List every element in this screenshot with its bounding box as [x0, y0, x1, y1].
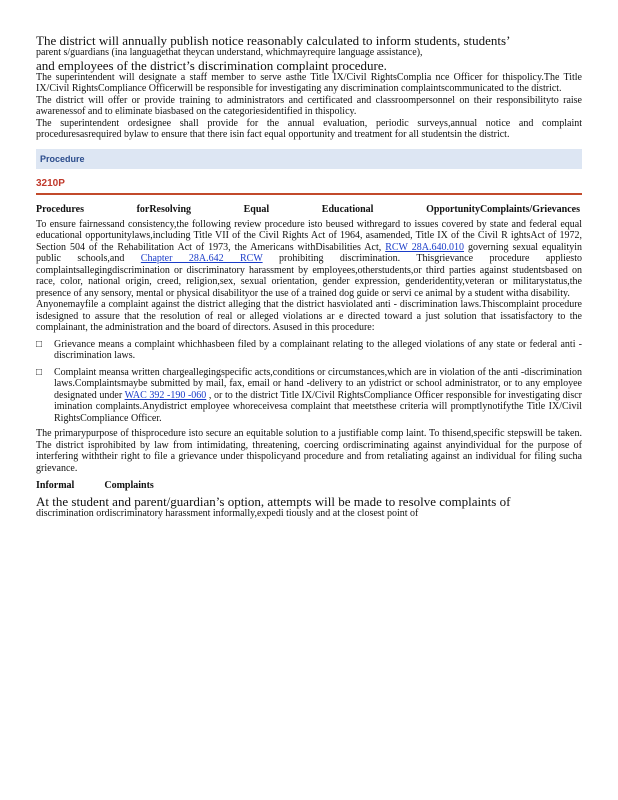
- informal-complaints-heading: [36, 480, 582, 491]
- document-page: [36, 34, 582, 520]
- intro-text: governing sexual equalityin public schools,and: [36, 241, 582, 264]
- procedure-section-bar: Procedure: [36, 149, 582, 169]
- closing-line: discrimination ordiscriminatory harassment informally,expedi tiously and at the closest point of: [36, 508, 419, 519]
- compliance-officer-paragraph: The superintendent will designate a staff member to serve asthe Title IX/Civil RightsComplia nce Officer for thispolicy.The Title IX/Civil RightsCompliance Officerwill be responsible for investigating any discrimination complaintscommunicated to the district.: [36, 71, 582, 94]
- heading-word: OpportunityComplaints/Grievances: [426, 203, 580, 215]
- intro-text: prohibiting discrimination. Thisgrievance procedure appliesto complaintsallegingdiscrimination or discriminatory harassment by employees,otherstudents,or third parties against studentsbased on race, color, national origin, creed, religion,sex, sexual orientation, gender expression, genderidentity,veteran or militarystatus,the presence of any sensory, mental or physical disabilityor the use of a trained dog guide or servi ce animal by a student witha disability.: [36, 253, 582, 299]
- definitions-list: [36, 339, 582, 425]
- heading-word: Equal: [243, 203, 270, 215]
- intro-text: To ensure fairnessand consistency,the following review procedure isto beused withregard to issues covered by state and federal equal educational opportunitylaws,including Title VII of the Civil Rights Act of 1964, asamended, Title IX of the Civil R ightsAct of 1972, Section 504 of the Rehabilitation Act of 1973, the Americans withDisabilities Act,: [36, 218, 582, 253]
- complaint-text: Complaint meansa written chargeallegingspecific acts,conditions or circumstances,which are in violation of the anti -discrimination laws.Complaintsmaybe submitted by mail, fax, email or hand -delivery to an ydistrict or school administrator, or to any employee designated under: [54, 366, 582, 401]
- chapter-28a-642-rcw-link[interactable]: Chapter 28A.642 RCW: [140, 253, 263, 264]
- notice-lead-line-end: and employees of the district’s discrimination complaint procedure.: [36, 57, 387, 73]
- purpose-paragraph: The primarypurpose of thisprocedure isto secure an equitable solution to a justifiable comp laint. To thisend,specific stepswill be taken. The district isprohibited by law from intimidating, threatening, coercing ordiscriminating against anyindividual for the purpose of interfering withtheir right to file a grievance under thispolicyand procedure and from retaliating against an individual for filing sucha grievance.: [36, 428, 582, 474]
- evaluation-paragraph: The superintendent ordesignee shall provide for the annual evaluation, periodic surveys,annual notice and complaint proceduresasrequired bylaw to ensure that there isin fact equal opportunity and treatment for all studentsin the district.: [36, 117, 582, 140]
- policy-code: 3210P: [36, 177, 65, 189]
- grievance-definition: Grievance means a complaint whichhasbeen filed by a complainant relating to the alleged violations of any state or federal anti -discrimination laws.: [54, 338, 582, 361]
- list-item: [36, 339, 582, 362]
- wac-392-190-060-link[interactable]: WAC 392 -190 -060: [124, 389, 207, 401]
- bullet-box-icon: □: [36, 366, 43, 378]
- bullet-box-icon: □: [36, 338, 43, 350]
- notice-language-line: parent s/guardians (ina languagethat theycan understand, whichmayrequire language assistance),: [36, 47, 423, 58]
- heading-word: Educational: [321, 203, 374, 215]
- complaint-text: , or to the district Title IX/Civil RightsCompliance Officer responsible for investigating discr imination complaints.Anydistrict employee whoreceivesa complaint that meetsthese criteria will promptlynotifythe Title IX/Civil RightsCompliance Officer.: [54, 389, 582, 424]
- heading-word: Complaints: [104, 480, 154, 491]
- heading-word: Procedures: [36, 203, 84, 215]
- notice-lead-line: The district will annually publish notice reasonably calculated to inform students, students’: [36, 33, 511, 48]
- closing-lead-line: At the student and parent/guardian’s option, attempts will be made to resolve complaints of: [36, 494, 511, 509]
- procedure-heading: [36, 204, 582, 215]
- section-divider: [36, 193, 582, 195]
- heading-word: Informal: [36, 480, 75, 491]
- training-paragraph: The district will offer or provide training to administrators and certificated and classroompersonnel on their responsibilityto raise awarenessof and to eliminate biasbased on the categoriesidentified in thispolicy.: [36, 94, 582, 117]
- filing-paragraph: Anyonemayfile a complaint against the district alleging that the district hasviolated anti - discrimination laws.Thiscomplaint procedure isdesigned to assure that the resolution of real or alleged violations ar e directed toward a just solution that issatisfactory to the complainant, the administration and the board of directors. Asused in this procedure:: [36, 299, 582, 333]
- rcw-28a-640-010-link[interactable]: RCW 28A.640.010: [385, 241, 465, 253]
- complaint-definition: [54, 367, 582, 425]
- list-item: [36, 367, 582, 425]
- heading-word: forResolving: [136, 203, 192, 215]
- intro-paragraph: [36, 219, 582, 300]
